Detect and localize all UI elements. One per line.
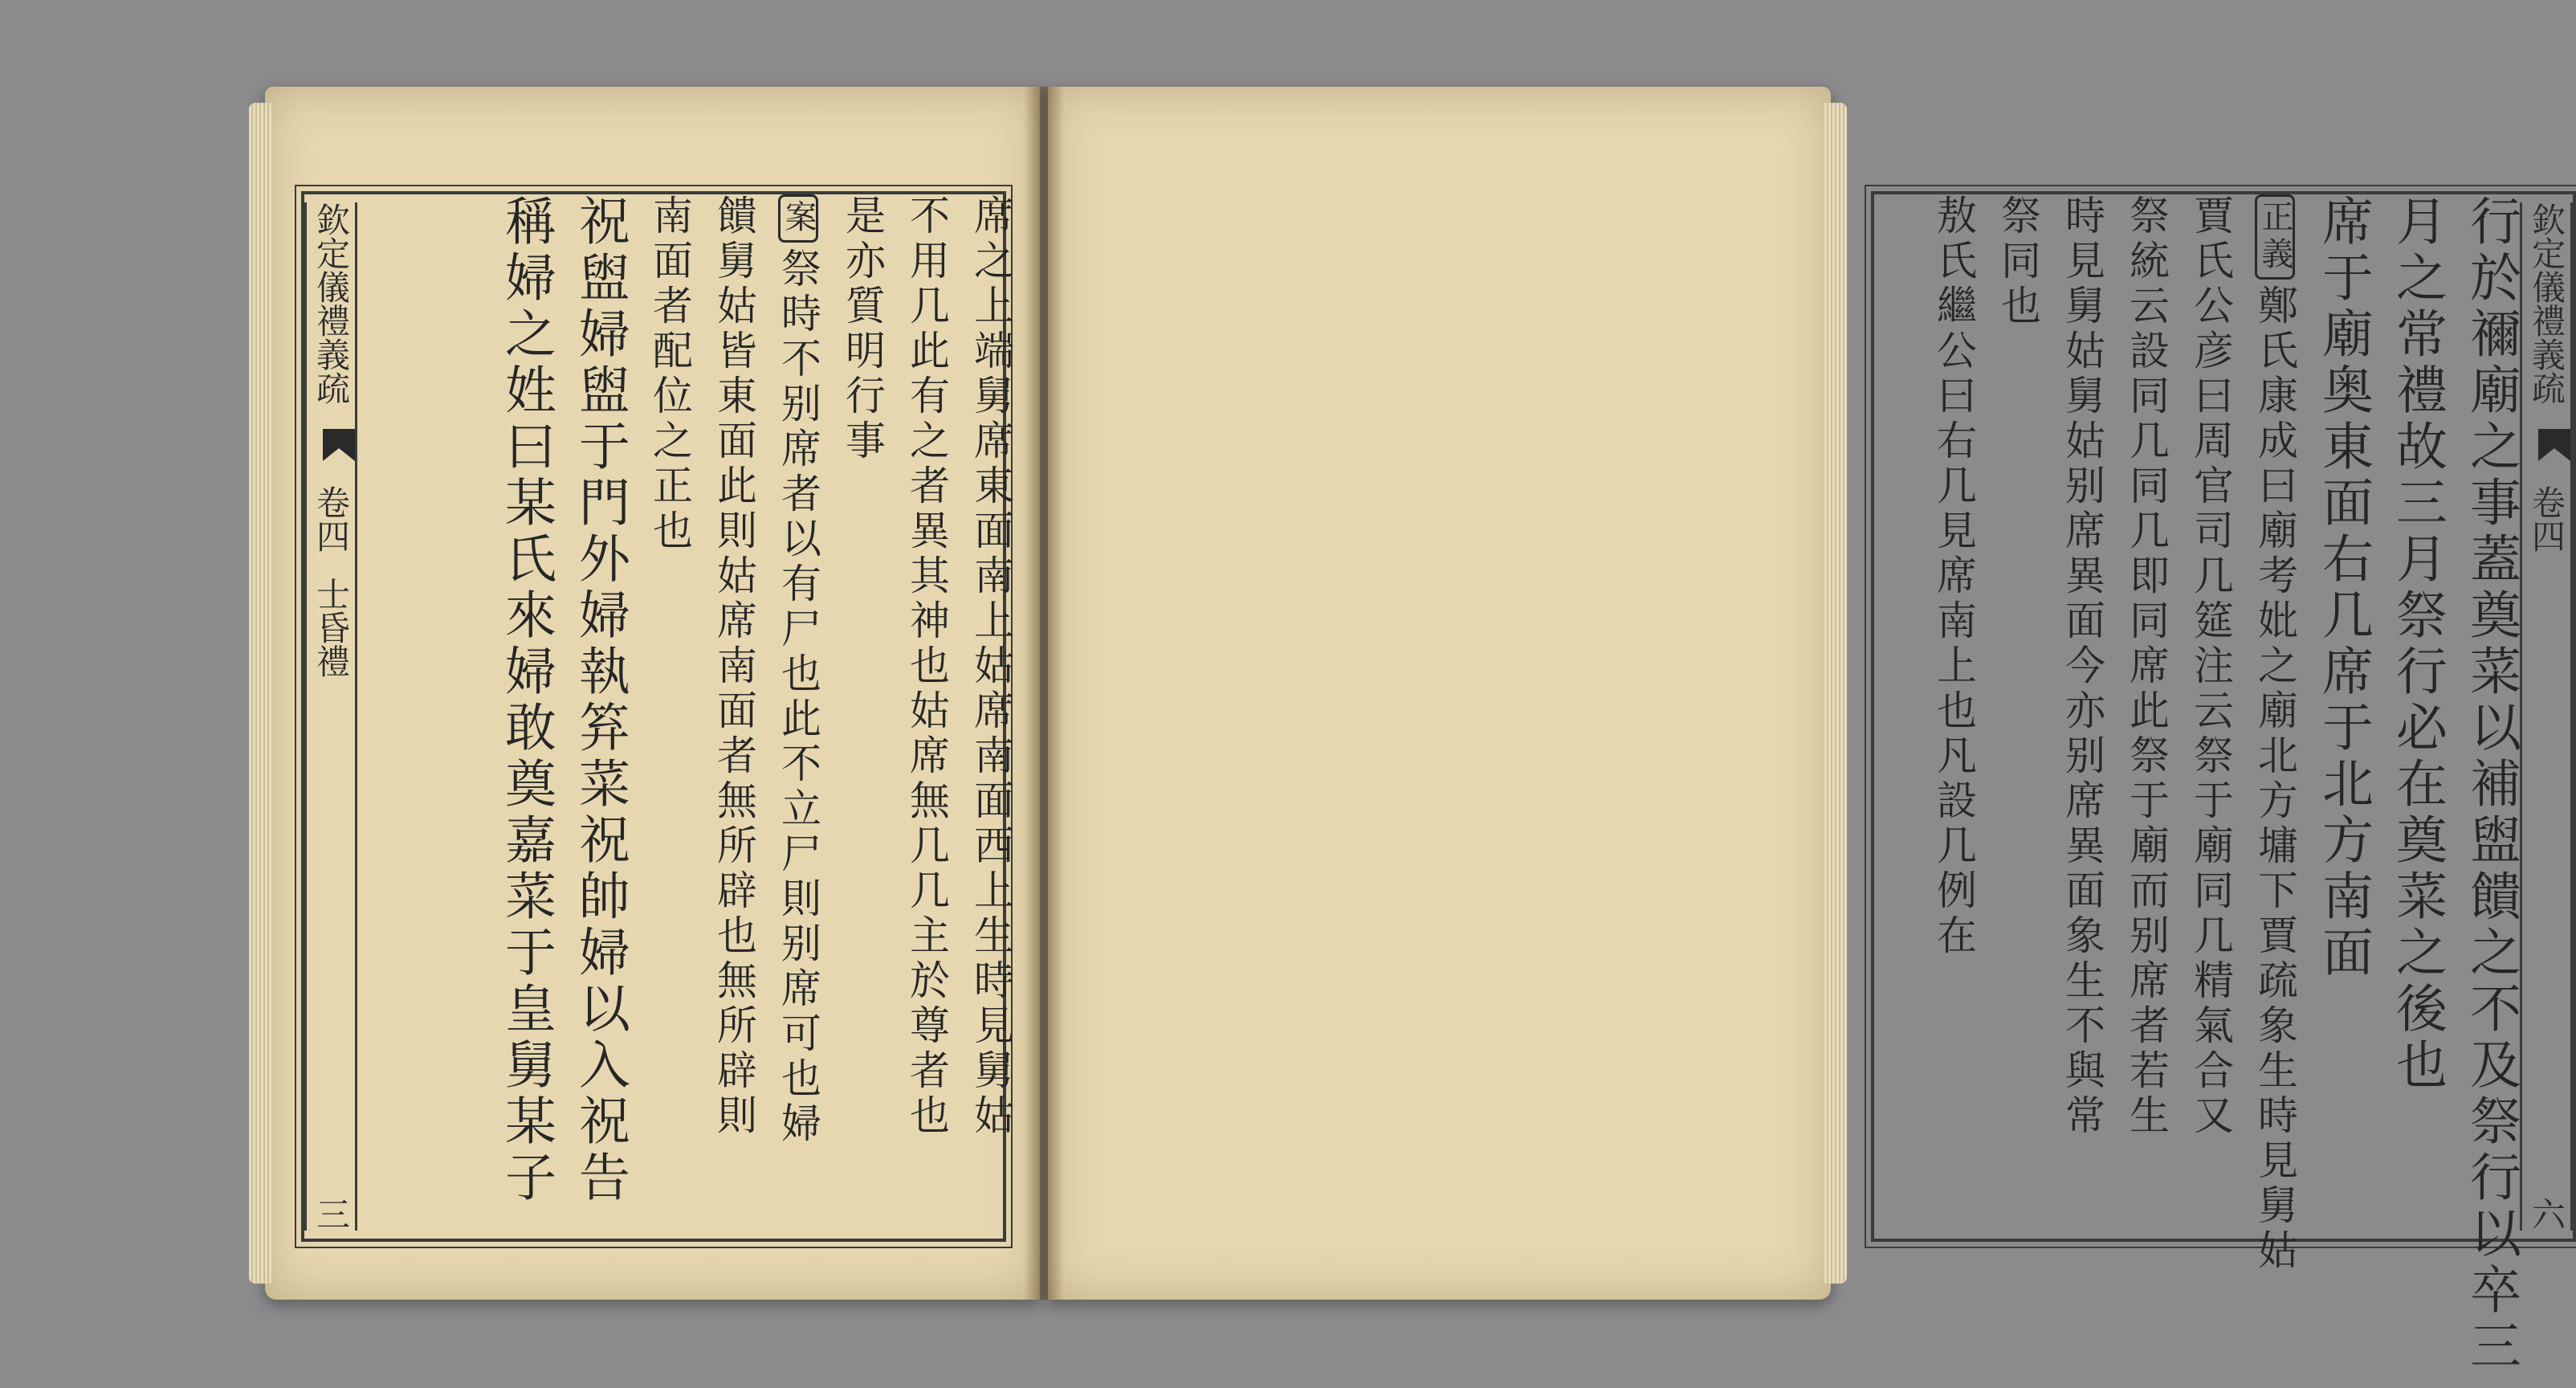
column-text: 席于廟奥東面右几席于北方南面 [2313, 194, 2373, 982]
text-column [552, 194, 630, 1239]
column-text: 祝盥婦盥于門外婦執笲菜祝帥婦以入祝告 [570, 194, 630, 1206]
column-text: 月之常禮故三月祭行必在奠菜之後也 [2387, 194, 2447, 1094]
annotation-tag: 案 [778, 194, 818, 243]
column-text: 鄭氏康成曰廟考妣之廟北方墉下賈疏象生時見舅姑 [2252, 284, 2298, 1274]
annotation-tag: 正義 [2255, 194, 2295, 280]
open-book [265, 87, 2566, 1375]
left-text-columns [401, 194, 1014, 1239]
text-column [754, 194, 821, 1239]
left-margin-folio: 三 [312, 1197, 351, 1231]
right-margin-title: 欽定儀禮義疏 [2527, 202, 2566, 405]
text-column [2166, 194, 2234, 1239]
right-margin-column [2520, 202, 2573, 1231]
text-column [2295, 194, 2373, 1239]
text-column [2443, 194, 2521, 1375]
column-text: 行於禰廟之事蓋奠菜以補盥饋之不及祭行以卒三 [2461, 194, 2521, 1375]
left-page [265, 87, 1040, 1300]
column-text: 敖氏繼公曰右几見席南上也凡設几例在 [1930, 194, 1977, 959]
text-column [2369, 194, 2447, 1239]
text-column [947, 194, 1014, 1239]
right-margin-folio: 六 [2527, 1197, 2566, 1231]
left-margin-column [304, 202, 357, 1231]
text-column [818, 194, 886, 1239]
column-text: 南面者配位之正也 [646, 194, 693, 554]
column-text: 祭時不别席者以有尸也此不立尸則别席可也婦 [775, 247, 821, 1147]
text-column [1910, 194, 1977, 1239]
column-text: 稱婦之姓曰某氏來婦敢奠嘉菜于皇舅某子 [496, 194, 556, 1206]
left-margin-chapter: 士昏禮 [312, 577, 351, 678]
column-text: 時見舅姑舅姑别席異面今亦别席異面象生不與常 [2059, 194, 2105, 1139]
left-margin-title: 欽定儀禮義疏 [312, 202, 351, 405]
right-margin-juan: 卷四 [2527, 485, 2566, 553]
book-gutter [1024, 87, 1064, 1300]
left-print-frame [301, 191, 1014, 1242]
left-page-edge [249, 103, 271, 1284]
text-column [626, 194, 693, 1239]
right-text-columns [1898, 194, 2521, 1375]
column-text: 席之上端舅席東面南上姑席南面西上生時見舅姑 [968, 194, 1014, 1139]
text-column [882, 194, 950, 1239]
text-column [478, 194, 556, 1239]
column-text: 饋舅姑皆東面此則姑席南面者無所辟也無所辟則 [711, 194, 757, 1139]
right-page [1048, 87, 2566, 1375]
right-print-frame [1871, 191, 2576, 1375]
right-page-edge [1824, 103, 1847, 1284]
text-column [2102, 194, 2170, 1239]
column-text: 祭同也 [1995, 194, 2041, 329]
text-column [690, 194, 757, 1239]
fishtail-icon [2538, 429, 2570, 461]
column-text: 是亦質明行事 [839, 194, 886, 464]
text-column [2038, 194, 2105, 1239]
column-text: 不用几此有之者異其神也姑席無几几主於尊者也 [903, 194, 950, 1139]
text-column [2231, 194, 2298, 1274]
fishtail-icon [323, 429, 355, 461]
left-margin-juan: 卷四 [312, 485, 351, 553]
text-column [1974, 194, 2041, 1239]
column-text: 祭統云設同几同几即同席此祭于廟而别席者若生 [2123, 194, 2170, 1139]
column-text: 賈氏公彦曰周官司几筵注云祭于廟同几精氣合又 [2187, 194, 2234, 1139]
